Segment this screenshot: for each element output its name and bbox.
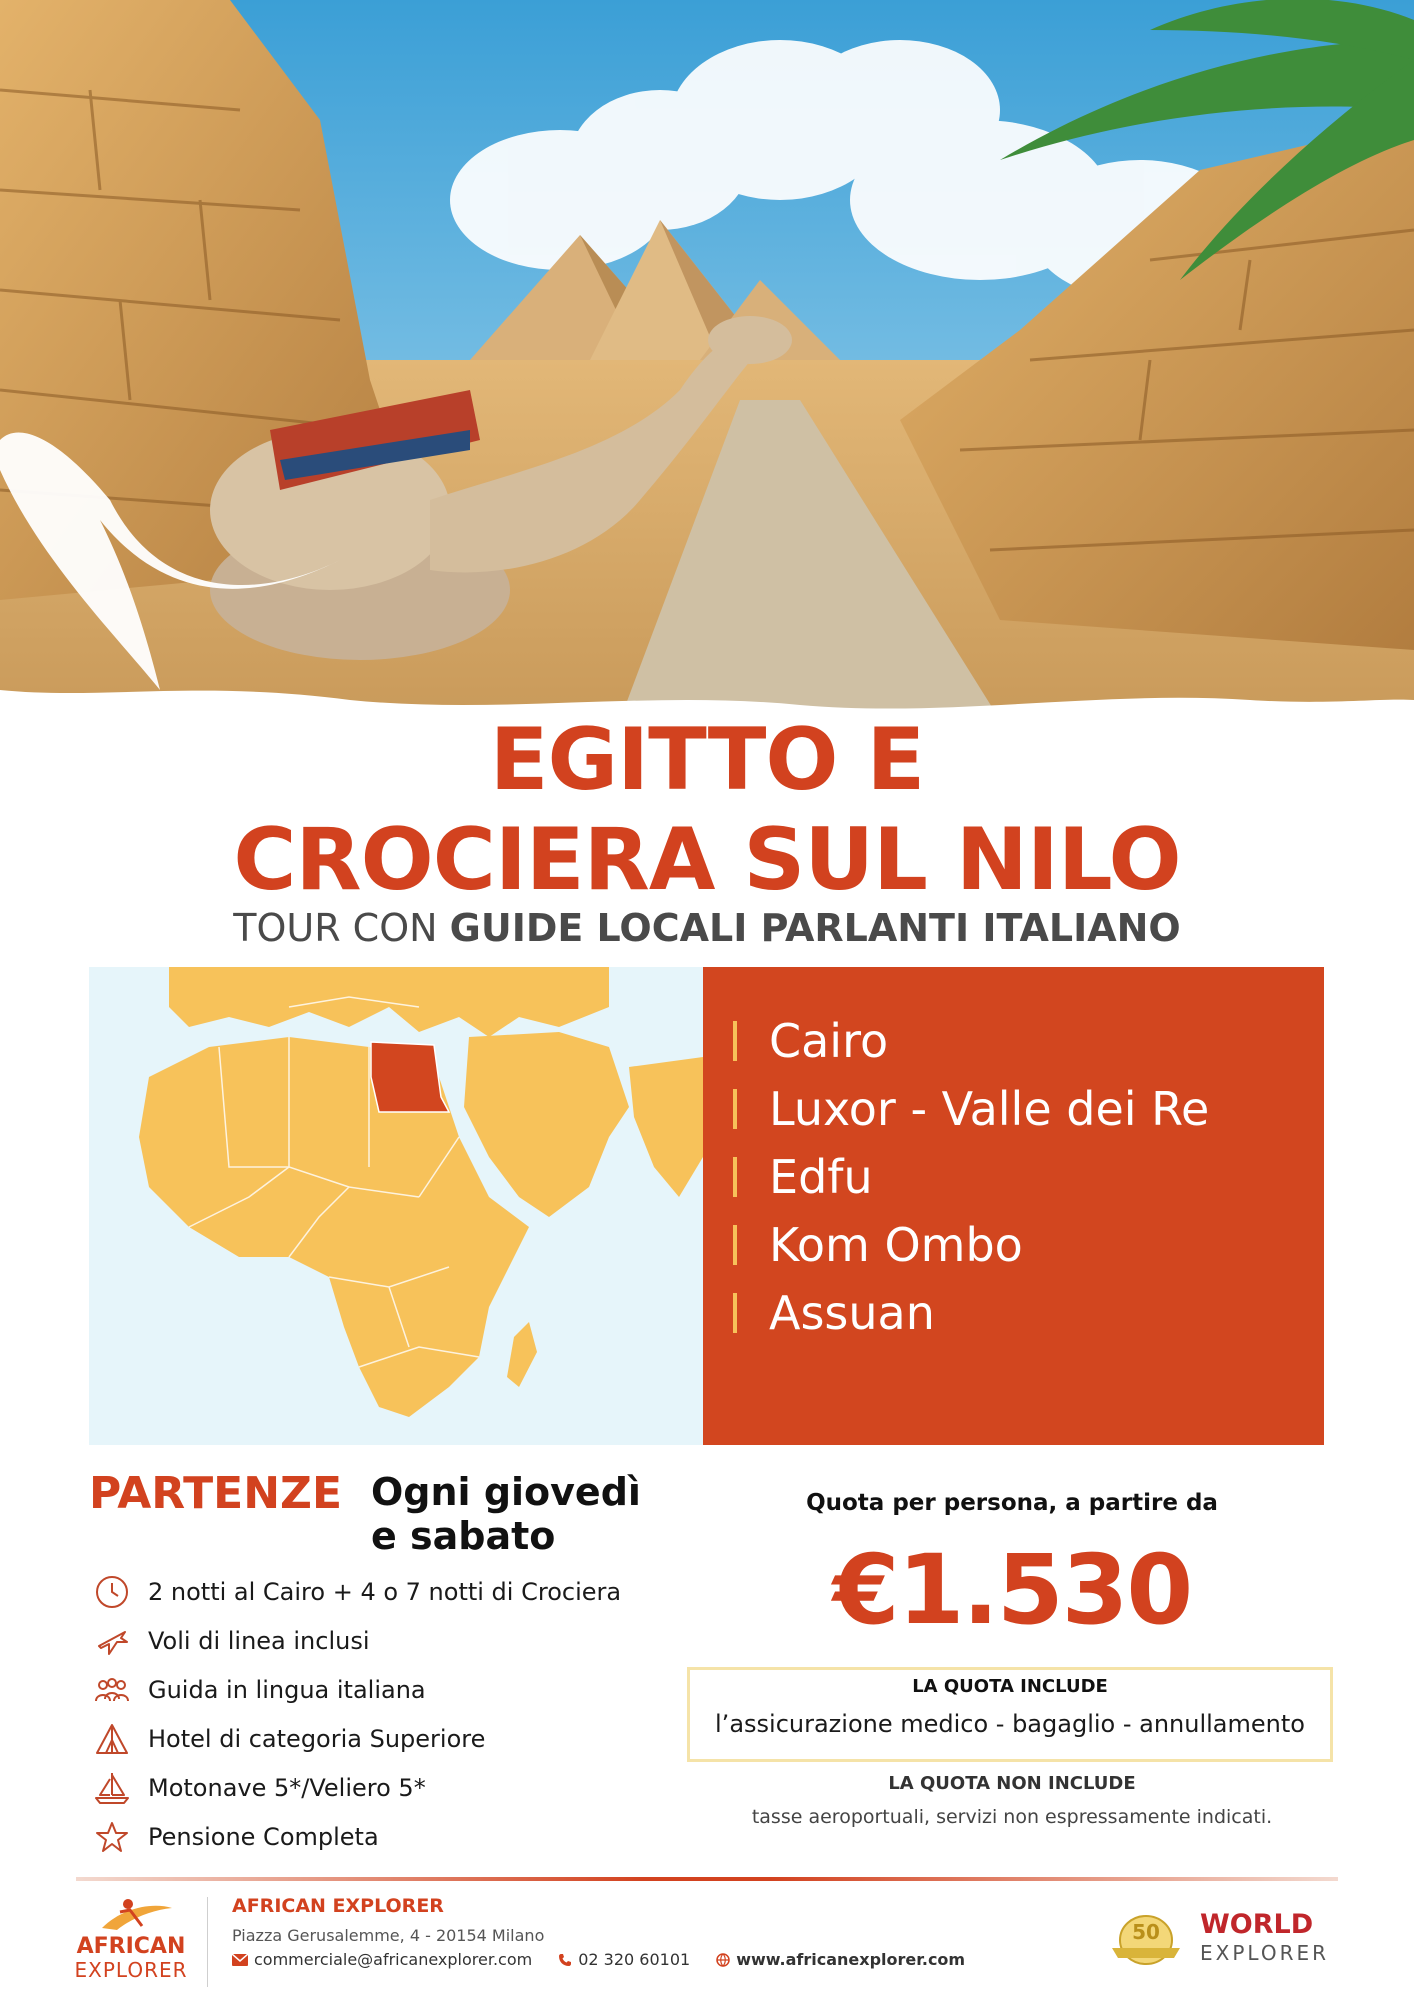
african-explorer-logo [72, 1888, 190, 1988]
feature-text: Pensione Completa [148, 1822, 379, 1851]
airplane-icon [92, 1621, 132, 1661]
feature-text: Guida in lingua italiana [148, 1675, 426, 1704]
destination-bullet [733, 1089, 737, 1129]
include-title: LA QUOTA INCLUDE [912, 1676, 1108, 1697]
partenze-value: Ogni giovedì e sabato [371, 1470, 641, 1558]
phone-text: 02 320 60101 [578, 1950, 691, 1969]
destinations-panel [703, 967, 1324, 1445]
price-amount: €1.530 [832, 1534, 1192, 1646]
clock-icon [92, 1572, 132, 1612]
destination-label: Kom Ombo [769, 1218, 1023, 1272]
website-text: www.africanexplorer.com [736, 1950, 966, 1969]
not-include-title: LA QUOTA NON INCLUDE [888, 1773, 1136, 1794]
title-line-1: EGITTO E [489, 710, 925, 810]
destination-label: Assuan [769, 1286, 935, 1340]
world-explorer-logo [1200, 1910, 1330, 1966]
destination-item [733, 1279, 1209, 1347]
phone-contact[interactable] [558, 1950, 690, 1969]
destination-bullet [733, 1021, 737, 1061]
map-panel [89, 967, 703, 1445]
feature-item [92, 1812, 621, 1861]
tent-icon [92, 1719, 132, 1759]
include-text: l’assicurazione medico - bagaglio - annullamento [715, 1710, 1305, 1738]
badge-number: 50 [1132, 1920, 1160, 1944]
feature-item [92, 1616, 621, 1665]
email-text: commerciale@africanexplorer.com [254, 1950, 533, 1969]
features-list [92, 1567, 621, 1861]
destination-bullet [733, 1157, 737, 1197]
company-address: Piazza Gerusalemme, 4 - 20154 Milano [232, 1926, 545, 1945]
contacts [232, 1950, 991, 1969]
email-contact[interactable] [232, 1950, 532, 1969]
logo-text-line-1: AFRICAN [76, 1934, 186, 1959]
anniversary-badge [1108, 1912, 1184, 1976]
company-name: AFRICAN EXPLORER [232, 1895, 444, 1917]
partner-logo-line-2: EXPLORER [1200, 1941, 1329, 1965]
feature-item [92, 1567, 621, 1616]
feature-item [92, 1714, 621, 1763]
footer-vertical-divider [207, 1897, 208, 1987]
destination-label: Luxor - Valle dei Re [769, 1082, 1210, 1136]
logo-swoosh-icon [72, 1888, 190, 1934]
feature-text: Hotel di categoria Superiore [148, 1724, 486, 1753]
partner-logo-line-1: WORLD [1200, 1909, 1314, 1940]
sailboat-icon [92, 1768, 132, 1808]
subtitle-light: TOUR CON [233, 906, 450, 950]
feature-text: Motonave 5*/Veliero 5* [148, 1773, 426, 1802]
feature-text: 2 notti al Cairo + 4 o 7 notti di Crociera [148, 1577, 622, 1606]
group-icon [92, 1670, 132, 1710]
subtitle [0, 900, 1414, 956]
destinations-list [733, 1007, 1209, 1347]
feature-item [92, 1665, 621, 1714]
destination-item [733, 1075, 1209, 1143]
price-label: Quota per persona, a partire da [806, 1490, 1218, 1516]
title-line-2: CROCIERA SUL NILO [233, 810, 1181, 910]
destination-item [733, 1143, 1209, 1211]
mail-icon [232, 1954, 248, 1966]
hero-image [0, 0, 1414, 720]
feature-item [92, 1763, 621, 1812]
globe-icon [716, 1953, 730, 1967]
website-link[interactable] [716, 1950, 965, 1969]
logo-text-line-2: EXPLORER [74, 1958, 188, 1982]
destination-item [733, 1007, 1209, 1075]
not-include-text: tasse aeroportuali, servizi non espressamente indicati. [751, 1806, 1273, 1828]
phone-icon [558, 1953, 572, 1967]
subtitle-bold: GUIDE LOCALI PARLANTI ITALIANO [449, 906, 1181, 950]
destination-bullet [733, 1225, 737, 1265]
africa-map [89, 967, 703, 1445]
footer-divider-line [76, 1877, 1338, 1881]
star-icon [92, 1817, 132, 1857]
destination-label: Edfu [769, 1150, 873, 1204]
destination-bullet [733, 1293, 737, 1333]
destination-label: Cairo [769, 1014, 889, 1068]
feature-text: Voli di linea inclusi [148, 1626, 370, 1655]
partenze-label: PARTENZE [89, 1468, 343, 1519]
include-box [687, 1667, 1333, 1762]
destination-item [733, 1211, 1209, 1279]
